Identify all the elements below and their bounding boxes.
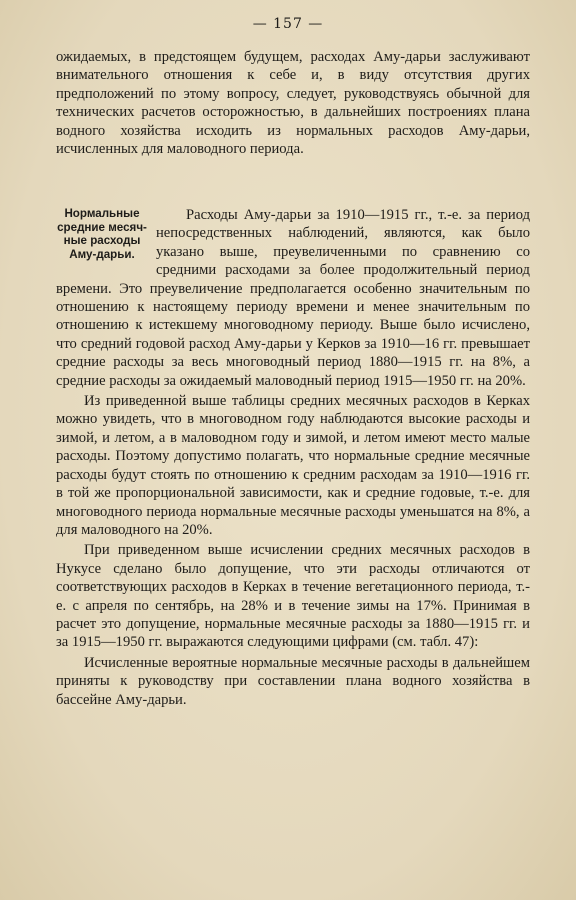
side-heading-line: Аму-дарьи.: [69, 247, 135, 261]
side-heading: [56, 207, 148, 261]
page-number: — 157 —: [252, 16, 324, 32]
paragraph-5: Исчисленные вероятные нормальные месячные расходы в дальнейшем приняты к руководству при составлении плана водного хозяйства в бассейне Аму-дарьи.: [56, 654, 530, 708]
paragraph-continuation: [56, 48, 530, 158]
section-normal-monthly-discharges: [56, 206, 530, 709]
paragraph-3: Из приведенной выше таблицы средних месячных расходов в Керках можно увидеть, что в многоводном году наблюдаются высокие расходы и зимой, и летом, а в маловодном году и зимой, и летом имеют место малые расходы. Поэтому допустимо полагать, что нормальные средние месячные расходы будут стоять по отношению к средним расходам за 1910—1916 гг. в той же пропорциональной зависимости, как и средние годовые, т.-е. для многоводного периода нормальные месячные расходы уменьшатся на 8%, а для маловодного на 20%.: [56, 393, 530, 538]
paragraph-4: При приведенном выше исчислении средних месячных расходов в Нукусе сделано было допущение, что эти расходы отличаются от соответствующих расходов в Керках в течение вегетационного периода, т.-е. с апреля по сентябрь, на 28% и в течение зимы на 17%. Принимая в расчет это допущение, нормальные месячные расходы за 1880—1915 гг. и за 1915—1950 гг. выражаются следующими цифрами (см. табл. 47):: [56, 542, 530, 651]
side-heading-line: ные расходы: [63, 234, 141, 248]
paragraph-2: Расходы Аму-дарьи за 1910—1915 гг., т.-е. за период непосредственных наблюдений, являются, как было указано выше, преувеличенными по сравнению со средними расходами за более продолжительный период времени. Это преувеличение предполагается особенно значительным по отношению к настоящему периоду времени и менее значительным по отношению к истекшему многоводному периоду. Выше было исчислено, что средний годовой расход Аму-дарьи у Керков за 1910—16 гг. превышает средние расходы за весь многоводный период 1880—1915 гг. на 8%, а средние расходы за ожидаемый маловодный период 1915—1950 гг. на 20%.: [56, 207, 530, 389]
paragraph-1: ожидаемых, в предстоящем будущем, расходах Аму-дарьи заслуживают внимательного отношения к себе и, в виду отсутствия других предположений по этому вопросу, следует, руководствуясь обычной для технических расчетов осторожностью, в дальнейших построениях плана водного хозяйства исходить из нормальных расходов Аму-дарьи, исчисленных для маловодного периода.: [56, 49, 530, 158]
side-heading-line: средние месяч-: [57, 220, 147, 234]
side-heading-line: Нормальные: [64, 207, 140, 220]
